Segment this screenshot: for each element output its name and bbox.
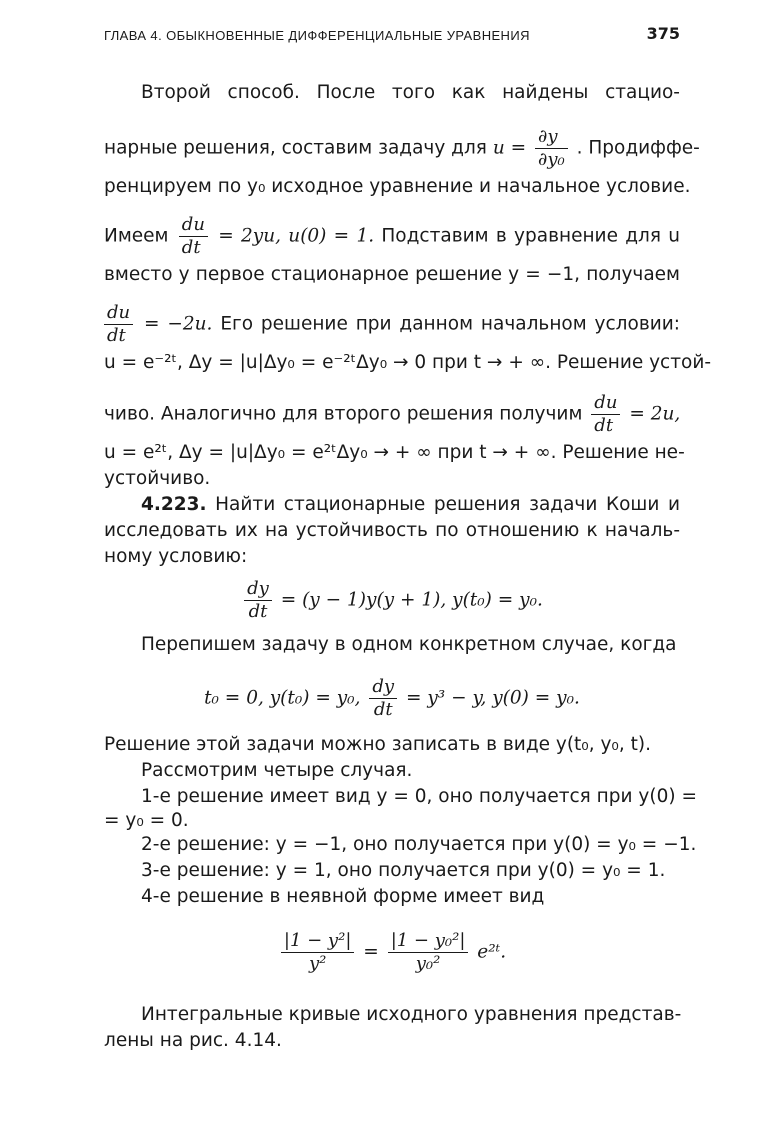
text-line: исследовать их на устойчивость по отношению к началь-: [104, 520, 680, 541]
fraction: $\frac{du}{dt}$: [104, 302, 133, 347]
text-line: $\frac{du}{dt}$ = −2u. Его решение при данном начальном условии:: [104, 302, 680, 347]
running-header: [104, 24, 680, 48]
text-line: ному условию:: [104, 546, 248, 567]
text-line: Имеем $\frac{du}{dt}$ = 2yu, u(0) = 1. Подставим в уравнение для u: [104, 214, 680, 258]
page-number: 375: [646, 24, 680, 43]
fraction: $\frac{du}{dt}$: [591, 392, 620, 437]
running-title: ГЛАВА 4. ОБЫКНОВЕННЫЕ ДИФФЕРЕНЦИАЛЬНЫЕ УРАВНЕНИЯ: [104, 28, 530, 43]
text-line: u = e⁻²ᵗ, Δy = |u|Δy₀ = e⁻²ᵗΔy₀ → 0 при t → + ∞. Решение устой-: [104, 352, 712, 373]
fraction: $\frac{du}{dt}$: [179, 214, 208, 259]
text-line: u = e²ᵗ, Δy = |u|Δy₀ = e²ᵗΔy₀ → + ∞ при t → + ∞. Решение не-: [104, 442, 685, 463]
text-line: лены на рис. 4.14.: [104, 1030, 282, 1051]
task-number: 4.223.: [141, 494, 207, 515]
text-line: ренцируем по y₀ исходное уравнение и начальное условие.: [104, 176, 691, 197]
display-equation: $\frac{dy}{dt}$ = (y − 1)y(y + 1), y(t₀) = y₀.: [104, 578, 680, 623]
text-line: нарные решения, составим задачу для u = $\frac{\partial y}{\text{∂y₀}}$ . Продиффе-: [104, 126, 700, 170]
display-equation: $\frac{\text{|1 − y²|}}{\text{y²}}$ = $\frac{\text{|1 − y₀²|}}{\text{y₀²}}$ e²ᵗ.: [104, 930, 680, 975]
text-line: Интегральные кривые исходного уравнения представ-: [141, 1004, 682, 1025]
text-line: устойчиво.: [104, 468, 211, 489]
fraction: $\frac{\partial y}{\text{∂y₀}}$: [535, 126, 568, 171]
fraction: $\frac{dy}{dt}$: [369, 676, 397, 721]
text-line: чиво. Аналогично для второго решения получим $\frac{du}{dt}$ = 2u,: [104, 392, 681, 436]
text-line: 3-е решение: y = 1, оно получается при y(0) = y₀ = 1.: [141, 860, 666, 881]
text-line: 1-е решение имеет вид y = 0, оно получается при y(0) =: [141, 786, 697, 807]
text-line: 4-е решение в неявной форме имеет вид: [141, 886, 545, 907]
fraction: $\frac{dy}{dt}$: [244, 578, 272, 623]
text-line: вместо y первое стационарное решение y = −1, получаем: [104, 264, 680, 285]
display-equation: t₀ = 0, y(t₀) = y₀, $\frac{dy}{dt}$ = y³ − y, y(0) = y₀.: [204, 676, 580, 720]
section-lead: Второй способ.: [141, 82, 300, 103]
text-line: Перепишем задачу в одном конкретном случае, когда: [141, 634, 677, 655]
text-line: Решение этой задачи можно записать в виде y(t₀, y₀, t).: [104, 734, 651, 755]
fraction: $\frac{\text{|1 − y₀²|}}{\text{y₀²}}$: [388, 930, 469, 975]
text-line: 4.223. Найти стационарные решения задачи Коши и: [141, 494, 680, 515]
text-line: 2-е решение: y = −1, оно получается при y(0) = y₀ = −1.: [141, 834, 697, 855]
fraction: $\frac{\text{|1 − y²|}}{\text{y²}}$: [281, 930, 355, 975]
text-line: Рассмотрим четыре случая.: [141, 760, 413, 781]
text-line: Второй способ. После того как найдены стацио-: [141, 82, 680, 103]
text-line: = y₀ = 0.: [104, 810, 189, 831]
